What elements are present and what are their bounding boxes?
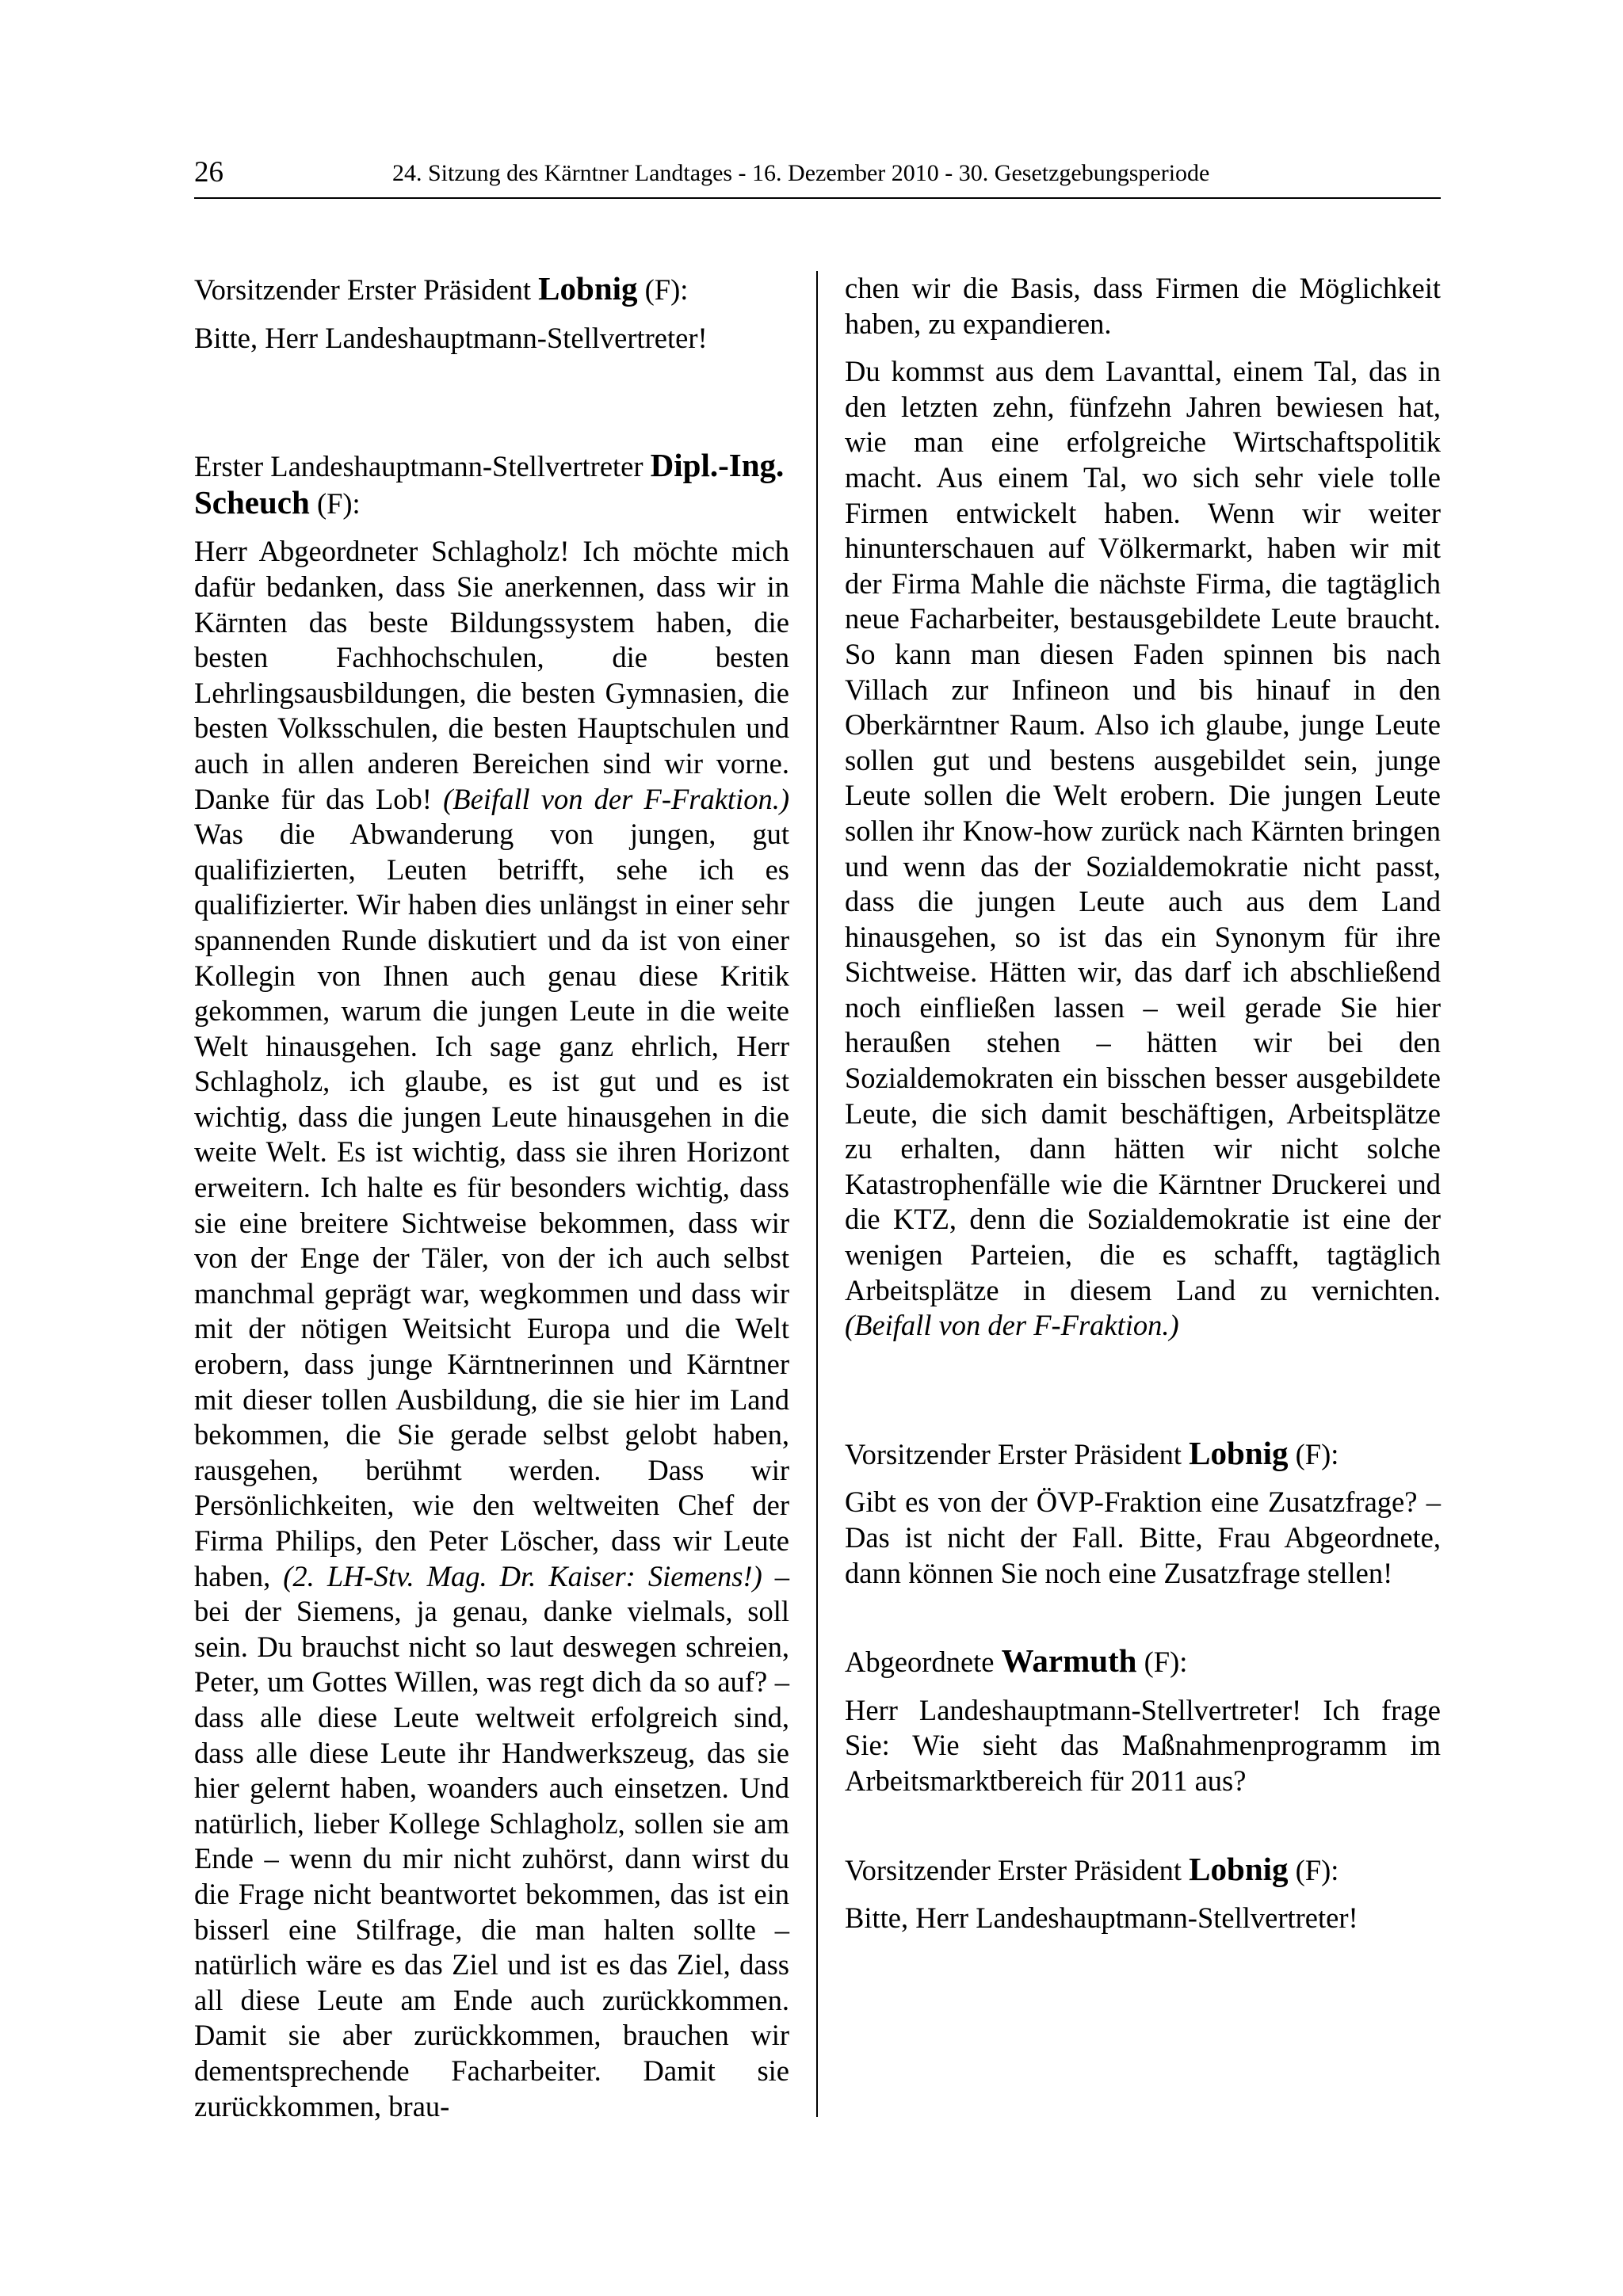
speaker-heading [845, 1643, 1441, 1680]
speech-paragraph: Herr Landeshauptmann-Stellvertreter! Ich frage Sie: Wie sieht das Maßnahmenprogramm im Arbeitsmarktbereich für 2011 aus? [845, 1693, 1441, 1797]
speech-paragraph: Bitte, Herr Landeshauptmann-Stellvertreter! [194, 321, 708, 354]
speaker-name: Dipl.-Ing. Scheuch [194, 447, 785, 521]
speaker-role: Vorsitzender Erster Präsident [845, 1437, 1190, 1470]
speaker-role: Abgeordnete [845, 1646, 1002, 1679]
speaker-role: Vorsitzender Erster Präsident [845, 1853, 1190, 1886]
left-column [194, 271, 789, 2124]
speech-text: Herr Abgeordneter Schlagholz! Ich möchte mich dafür bedanken, dass Sie anerkennen, dass wir in Kärnten das beste Bildungssystem haben, die besten Fachhochschulen, die besten Lehrlingsausbildungen, die besten Gymnasien, die besten Volksschulen, die besten Hauptschulen und auch in allen anderen Bereichen sind wir vorne. Danke für das Lob! [194, 535, 789, 815]
speaker-party: (F): [1288, 1853, 1339, 1886]
page-header [194, 154, 1441, 199]
speech-text: Was die Abwanderung von jungen, gut qualifizierten, Leuten betrifft, sehe ich es qualifizierter. Wir haben dies unlängst in einer sehr spannenden Runde diskutiert und da ist von einer Kollegin von Ihnen auch genau diese Kritik gekommen, warum die jungen Leute in die weite Welt hinausgehen. Ich sage ganz ehrlich, Herr Schlagholz, ich glaube, es ist gut und es ist wichtig, dass die jungen Leute hinausgehen in die weite Welt. Es ist wichtig, dass sie ihren Horizont erweitern. Ich halte es für besonders wichtig, dass sie eine breitere Sichtweise bekommen, dass wir von der Enge der Täler, von der ich auch selbst manchmal geprägt war, wegkommen und dass wir mit der nötigen Weitsicht Europa und die Welt erobern, dass junge Kärntnerinnen und Kärntner mit dieser tollen Ausbildung, die sie hier im Land bekommen, die Sie gerade selbst gelobt haben, rausgehen, berühmt werden. Dass wir Persönlichkeiten, wie den weltweiten Chef der Firma Philips, den Peter Löscher, dass wir Leute haben, [194, 818, 789, 1592]
speaker-party: (F): [1136, 1646, 1188, 1679]
speaker-heading [845, 1436, 1441, 1473]
speaker-heading [194, 271, 789, 308]
column-divider [816, 271, 818, 2117]
speaker-role: Vorsitzender Erster Präsident [194, 273, 539, 306]
speaker-name: Lobnig [538, 270, 638, 307]
speech-text: Du kommst aus dem Lavanttal, einem Tal, das in den letzten zehn, fünfzehn Jahren bewiesen hat, wie man eine erfolgreiche Wirtschaftspolitik macht. Aus einem Tal, wo sich sehr viele tolle Firmen entwickelt haben. Wenn wir weiter hinunterschauen auf Völkermarkt, haben wir mit der Firma Mahle die nächste Firma, die tagtäglich neue Facharbeiter, bestausgebildete Leute braucht. So kann man diesen Faden spinnen bis nach Villach zur Infineon und bis hinauf in den Oberkärntner Raum. Also ich glaube, junge Leute sollen gut und bestens ausgebildet sein, junge Leute sollen die Welt erobern. Die jungen Leute sollen ihr Know-how zurück nach Kärnten bringen und wenn das der Sozialdemokratie nicht passt, dass die jungen Leute auch aus dem Land hinausgehen, so ist das ein Synonym für ihre Sichtweise. Hätten wir, das darf ich abschließend noch einfließen lassen – weil gerade Sie hier heraußen stehen – hätten wir bei den Sozialdemokraten ein bisschen besser ausgebildete Leute, die sich damit beschäftigen, Arbeitsplätze zu erhalten, dann hätten wir nicht solche Katastrophenfälle wie die Kärntner Druckerei und die KTZ, denn die Sozialdemokratie ist eine der wenigen Parteien, die es schafft, tagtäglich Arbeitsplätze in diesem Land zu vernichten. [845, 355, 1441, 1306]
speaker-name: Lobnig [1189, 1850, 1289, 1887]
interjection: (Beifall von der F-Fraktion.) [443, 782, 789, 815]
speaker-party: (F): [637, 273, 689, 306]
speech-paragraph: Gibt es von der ÖVP-Fraktion eine Zusatzfrage? – Das ist nicht der Fall. Bitte, Frau Abgeordnete, dann können Sie noch eine Zusatzfrage stellen! [845, 1486, 1441, 1589]
speaker-heading [194, 448, 789, 521]
page-number: 26 [194, 156, 223, 189]
speech-paragraph [845, 354, 1441, 1344]
speaker-party: (F): [309, 486, 361, 520]
speaker-role: Erster Landeshauptmann-Stellvertreter [194, 450, 651, 483]
right-column [845, 271, 1441, 1936]
speaker-name: Lobnig [1189, 1434, 1289, 1471]
speech-paragraph: Bitte, Herr Landeshauptmann-Stellvertreter! [845, 1901, 1358, 1935]
running-head: 24. Sitzung des Kärntner Landtages - 16. Dezember 2010 - 30. Gesetzgebungsperiode [392, 160, 1210, 186]
interjection: (Beifall von der F-Fraktion.) [845, 1309, 1179, 1342]
interjection: (2. LH-Stv. Mag. Dr. Kaiser: Siemens!) [283, 1559, 762, 1592]
speaker-heading [845, 1852, 1441, 1889]
speech-text: – bei der Siemens, ja genau, danke vielmals, soll sein. Du brauchst nicht so laut deswegen schreien, Peter, um Gottes Willen, was regt dich da so auf? – dass alle diese Leute weltweit erfolgreich sind, dass alle diese Leute ihr Handwerkszeug, das sie hier gelernt haben, woanders auch einsetzen. Und natürlich, lieber Kollege Schlagholz, sollen sie am Ende – wenn du mir nicht zuhörst, dann wirst du die Frage nicht beantwortet bekommen, das ist ein bisserl eine Stilfrage, die man halten sollte – natürlich wäre es das Ziel und ist es das Ziel, dass all diese Leute am Ende auch zurückkommen. Damit sie aber zurückkommen, brauchen wir dementsprechende Facharbeiter. Damit sie zurückkommen, brau- [194, 1559, 789, 2122]
speaker-name: Warmuth [1001, 1642, 1137, 1680]
speaker-party: (F): [1288, 1437, 1339, 1470]
speech-paragraph: chen wir die Basis, dass Firmen die Möglichkeit haben, zu expandieren. [845, 272, 1441, 340]
speech-paragraph [194, 534, 789, 2124]
